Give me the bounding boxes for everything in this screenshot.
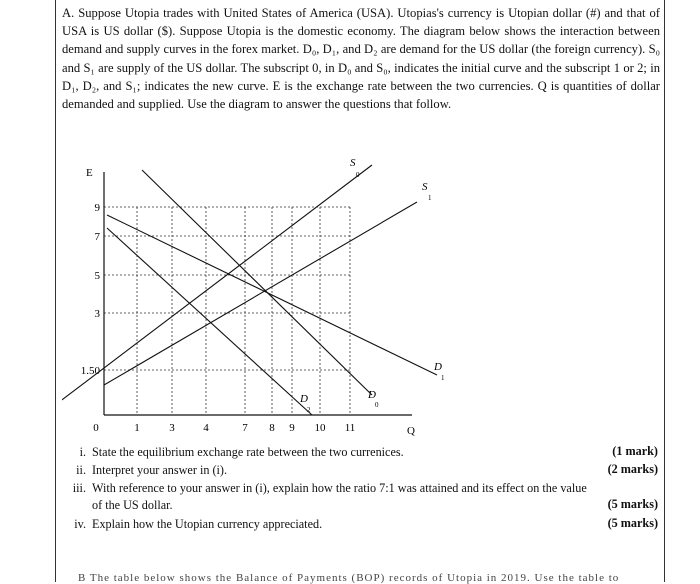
dashed-guides [104,207,350,415]
y-tick-label: 5 [94,270,100,282]
question-marks: (2 marks) [607,462,658,476]
question-text: With reference to your answer in (i), explain how the ratio 7:1 was attained and its effect on the value [92,481,587,495]
cutoff-next-question: B The table below shows the Balance of Payments (BOP) records of Utopia in 2019. Use the table to [78,572,620,584]
question-item [62,462,227,479]
x-tick-label: 9 [289,422,295,434]
x-axis-label: Q [407,425,415,437]
x-tick-label: 3 [169,422,175,434]
curve-label-sub-d2: 2 [307,406,311,414]
curve-label-d0: D [368,389,376,401]
question-intro [62,4,660,113]
curve-label-d2: D [300,393,308,405]
y-tick-label: 3 [94,308,100,320]
y-tick-label: 9 [94,202,100,214]
question-text: State the equilibrium exchange rate between the two currenices. [92,445,404,459]
curve-s1 [104,202,417,385]
curve-d2 [107,228,312,415]
y-axis-label: E [86,167,93,179]
y-tick-labels [81,202,101,377]
curves [62,165,437,415]
curve-label-s1: S [422,181,428,193]
x-tick-label: 8 [269,422,275,434]
curve-s0 [62,165,372,415]
curve-label-sub-d0: 0 [375,401,379,409]
x-tick-label: 1 [134,422,140,434]
y-tick-label: 1.50 [80,365,100,377]
curve-label-d1: D [434,361,442,373]
question-number: ii. [76,463,86,477]
x-tick-label: 4 [203,422,209,434]
forex-diagram [62,140,622,440]
curve-label-sub-s0: 0 [356,171,360,179]
question-text: Interpret your answer in (i). [92,463,228,477]
x-tick-label: 0 [93,422,99,434]
curve-d0 [142,170,372,395]
question-item [62,480,587,514]
question-label: A. [62,6,75,20]
curve-label-sub-d1: 1 [441,374,445,382]
curve-label-sub-s1: 1 [428,194,432,202]
question-marks: (1 mark) [612,444,658,458]
question-number: i. [79,445,86,459]
x-tick-label: 10 [314,422,326,434]
question-text: Explain how the Utopian currency appreciated. [92,517,323,531]
question-text: Suppose Utopia trades with United States of America (USA). Utopias's currency is Utopian dollar (#) and that of USA is US dollar ($). Suppose Utopia is the domestic economy. The diagram below shows the interaction between demand and supply curves in the forex market. D₀, D₁, and D₂ are demand for the US dollar (the foreign currency). S₀ and S₁ are supply of the US dollar. The subscript 0, in D₀ and S₀, indicates the initial curve and the subscript 1 or 2; in D₁, D₂, and S₁; indicates the new curve. E is the exchange rate between the two currencies. Q is quantities of dollar demanded and supplied. Use the diagram to answer the questions that follow. [62,6,660,112]
question-item [62,516,322,533]
y-tick-label: 7 [94,231,100,243]
x-tick-label: 11 [344,422,356,434]
curve-label-s0: S [350,157,356,169]
question-marks: (5 marks) [607,497,658,511]
question-number: iii. [72,481,86,495]
question-item [62,444,404,461]
question-number: iv. [74,517,86,531]
curve-labels [299,157,445,414]
question-text-cont: of the US dollar. [92,498,173,512]
question-marks: (5 marks) [607,516,658,530]
x-tick-label: 7 [242,422,248,434]
x-tick-labels [93,422,355,434]
